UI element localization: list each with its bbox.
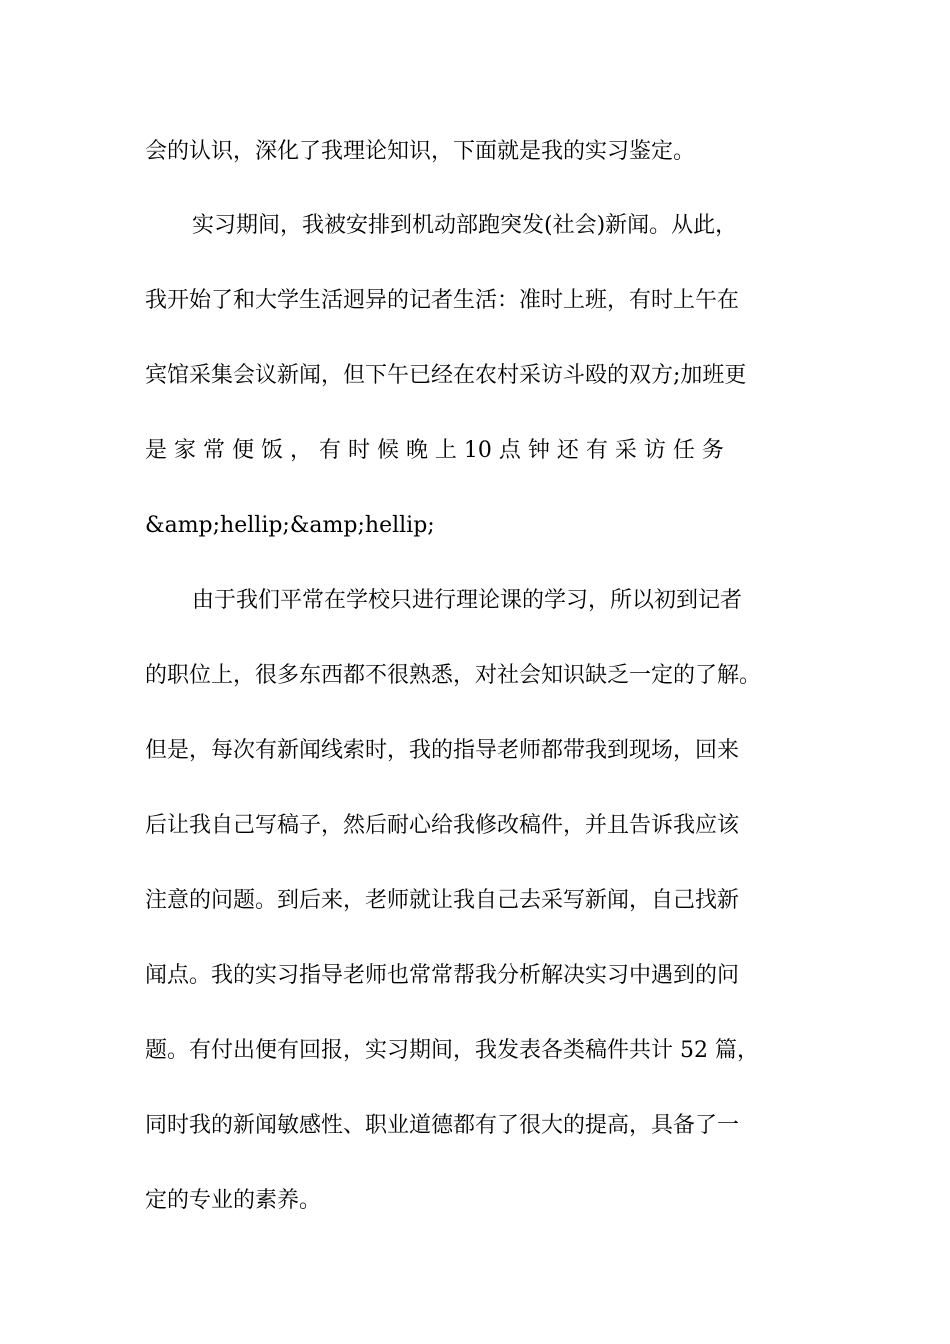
text-line-11: 注意的问题。到后来，老师就让我自己去采写新闻，自己找新 <box>145 888 740 913</box>
text-line-13: 题。有付出便有回报，实习期间，我发表各类稿件共计 52 篇， <box>145 1038 759 1063</box>
text-line-15: 定的专业的素养。 <box>145 1188 322 1213</box>
text-line-7: 由于我们平常在学校只进行理论课的学习，所以初到记者 <box>192 588 743 613</box>
text-line-8: 的职位上，很多东西都不很熟悉，对社会知识缺乏一定的了解。 <box>145 663 762 688</box>
text-line-6: &amp;hellip;&amp;hellip; <box>145 513 435 538</box>
text-line-12: 闻点。我的实习指导老师也常常帮我分析解决实习中遇到的问 <box>145 963 740 988</box>
text-line-9: 但是，每次有新闻线索时，我的指导老师都带我到现场，回来 <box>145 738 740 763</box>
text-line-14: 同时我的新闻敏感性、职业道德都有了很大的提高，具备了一 <box>145 1113 740 1138</box>
text-line-4: 宾馆采集会议新闻，但下午已经在农村采访斗殴的双方;加班更 <box>145 363 747 388</box>
text-line-2: 实习期间，我被安排到机动部跑突发(社会)新闻。从此， <box>192 213 738 238</box>
text-line-3: 我开始了和大学生活迥异的记者生活：准时上班，有时上午在 <box>145 288 740 313</box>
text-line-1: 会的认识，深化了我理论知识，下面就是我的实习鉴定。 <box>145 139 696 164</box>
text-line-5: 是 家 常 便 饭 ， 有 时 候 晚 上 10 点 钟 还 有 采 访 任 务 <box>145 438 724 463</box>
text-line-10: 后让我自己写稿子，然后耐心给我修改稿件，并且告诉我应该 <box>145 813 740 838</box>
